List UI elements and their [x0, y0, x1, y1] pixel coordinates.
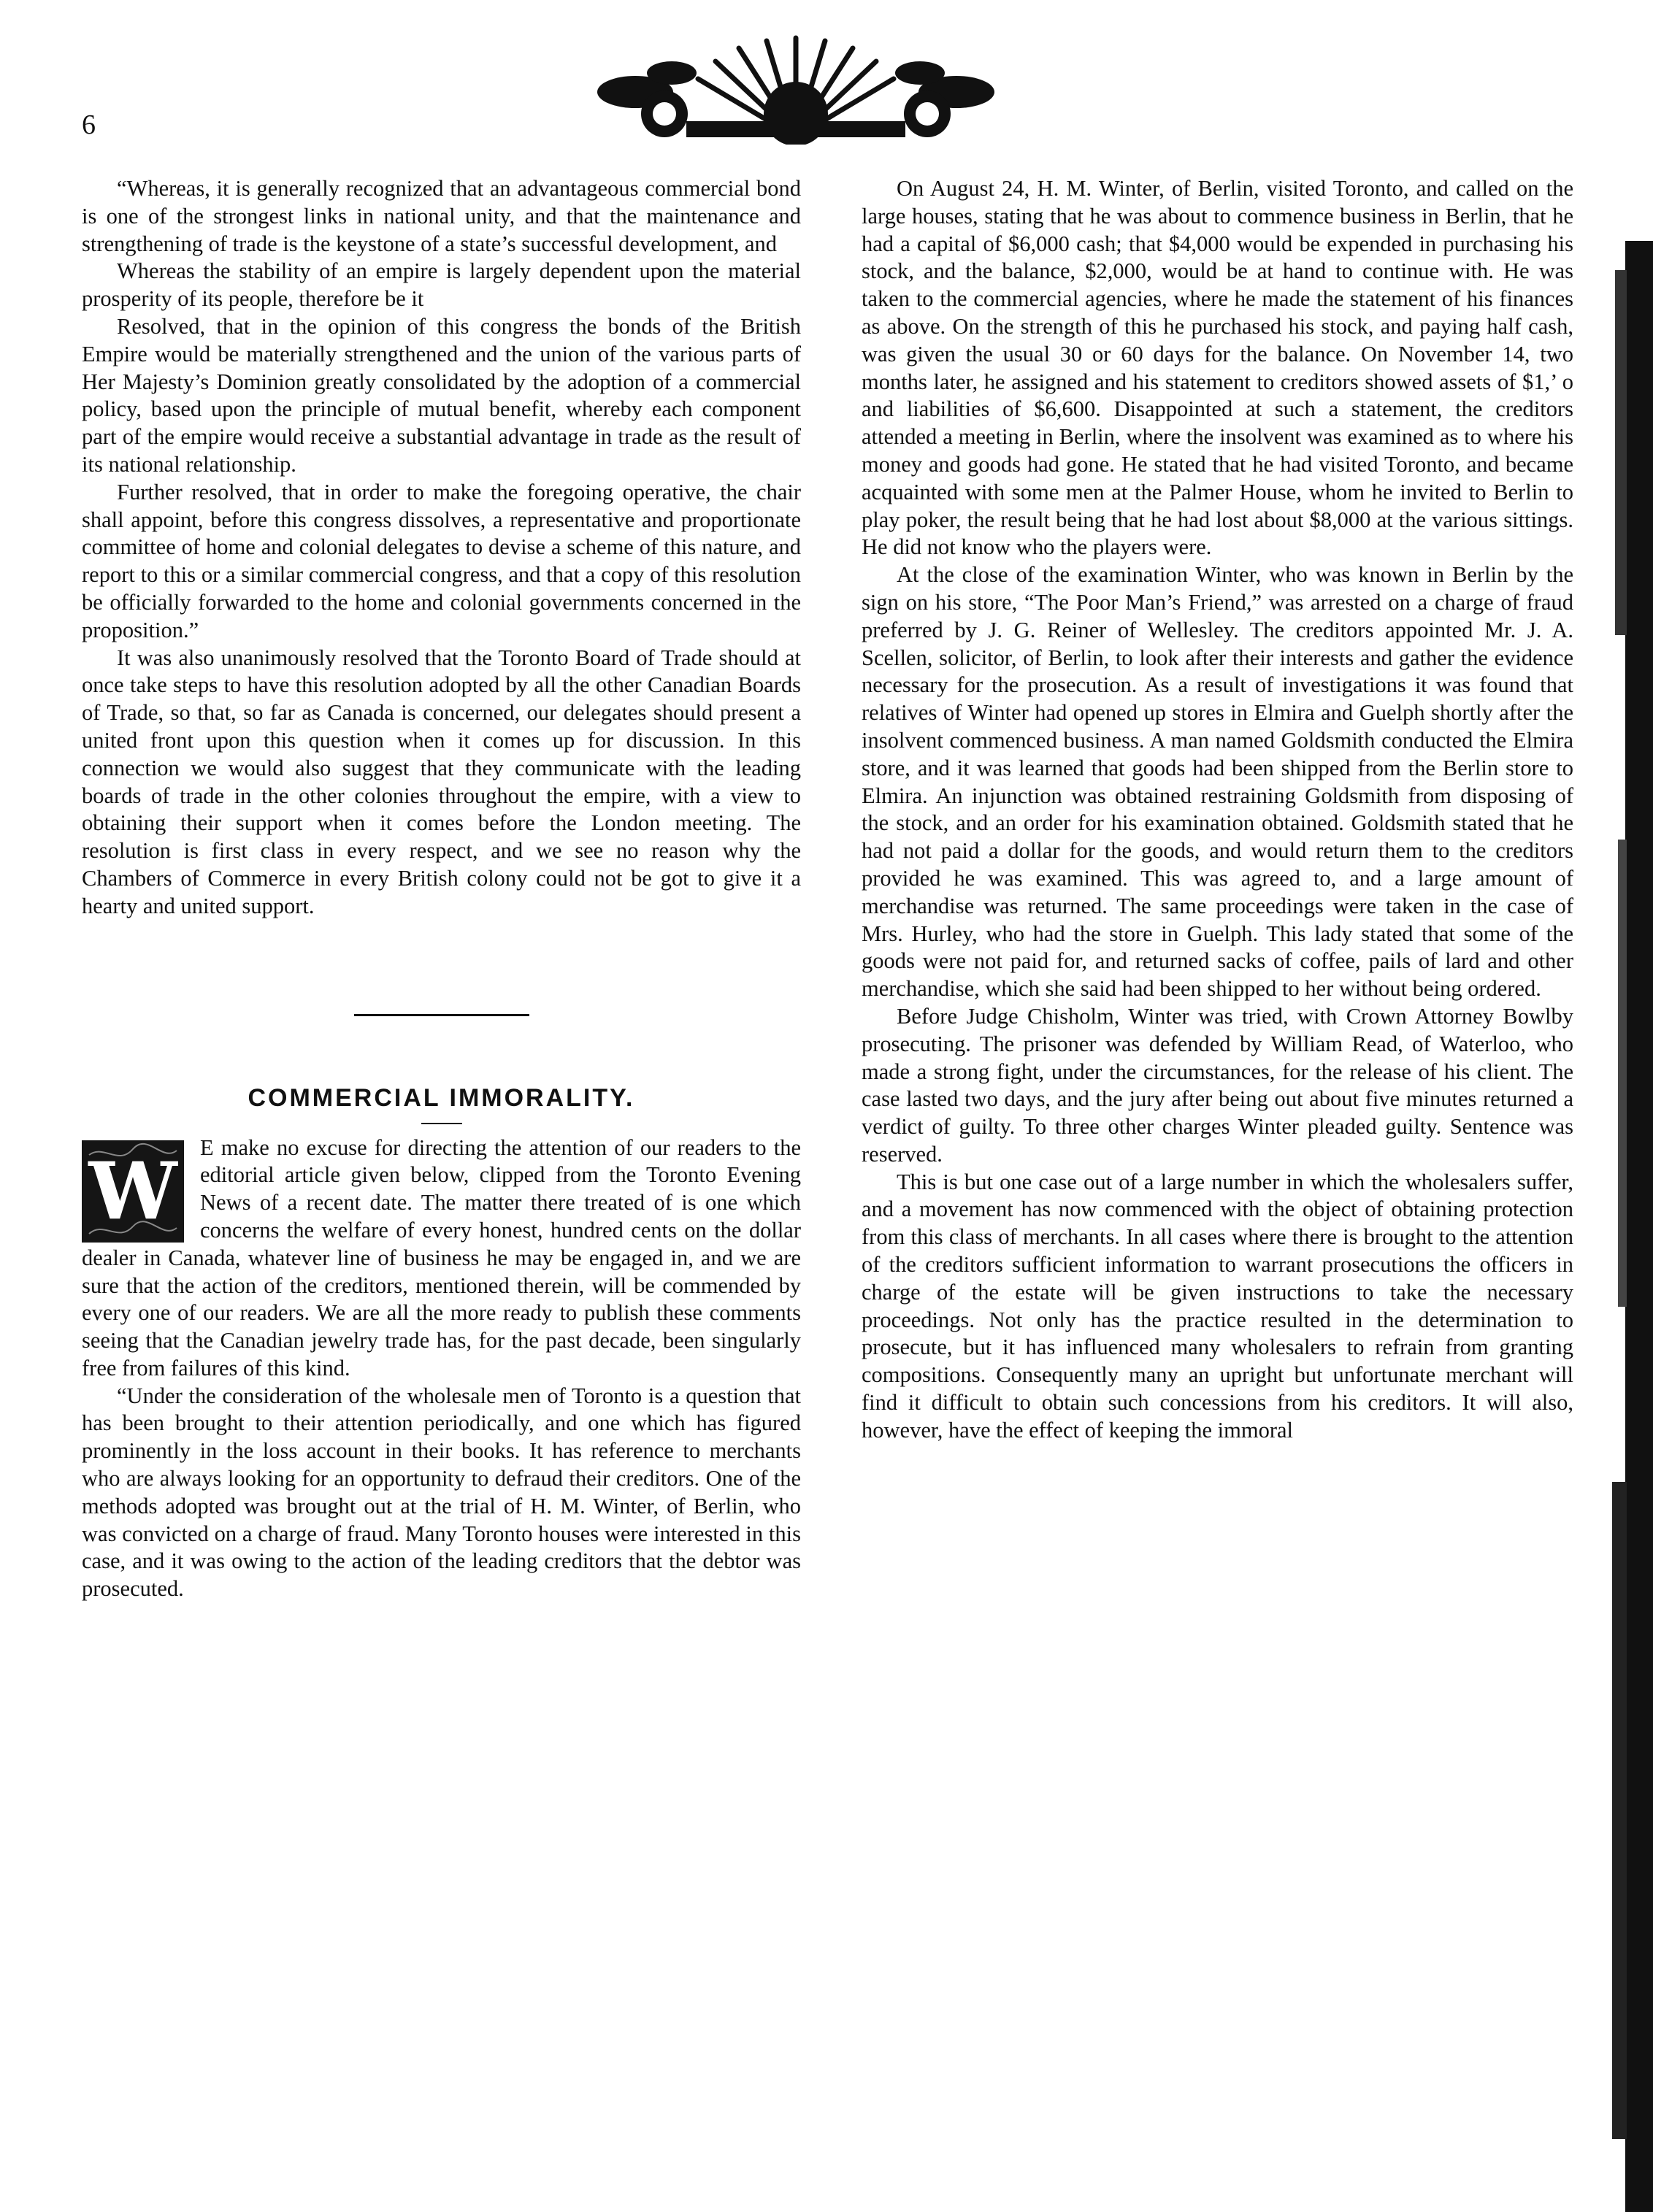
article-first-paragraph-text: E make no excuse for directing the attention of our readers to the editorial article given below, clipped from the Toronto Evening News of a recent date. The matter there treated of is one which concerns the welfare of every honest, hundred cents on the dollar dealer in Canada, whatever line of business he may be engaged in, and we are sure that the action of the creditors, mentioned therein, will be commended by every one of our readers. We are all the more ready to publish these comments seeing that the Canadian jewelry trade has, for the past decade, been singularly free from failures of this kind. [82, 1134, 801, 1380]
left-column [82, 175, 801, 1603]
body-paragraph: Before Judge Chisholm, Winter was tried, with Crown Attorney Bowlby prosecuting. The prisoner was defended by William Read, of Waterloo, who made a strong fight, under the circumstances, for the release of his client. The case lasted two days, and the jury after being out about five minutes returned a verdict of guilty. To three other charges Winter pleaded guilty. Sentence was reserved. [862, 1003, 1573, 1167]
masthead-ornament [591, 28, 1000, 145]
body-paragraph: It was also unanimously resolved that the Toronto Board of Trade should at once take steps to have this resolution adopted by all the other Canadian Boards of Trade, so that, so far as Canada is concerned, our delegates should present a united front upon this question when it comes up for discussion. In this connection we would also suggest that they communicate with the leading boards of trade in the other colonies throughout the empire, with a view to obtaining their support when it comes before the London meeting. The resolution is first class in every respect, and we see no reason why the Chambers of Commerce in every British colony could not be got to give it a hearty and united support. [82, 645, 801, 918]
scan-edge-shadow [1609, 241, 1653, 2212]
article-second-paragraph: “Under the consideration of the wholesale men of Toronto is a question that has been brought to their attention periodically, and one which has figured prominently in the loss account in their books. It has reference to merchants who are always looking for an opportunity to defraud their creditors. One of the methods adopted was brought out at the trial of H. M. Winter, of Berlin, who was convicted on a charge of fraud. Many Toronto houses were interested in this case, and it was owing to the action of the leading creditors that the debtor was prosecuted. [82, 1383, 801, 1602]
resolution-paragraph: Further resolved, that in order to make the foregoing operative, the chair shall appoint, before this congress dissolves, a representative and proportionate committee of home and colonial delegates to devise a scheme of this nature, and report to this or a similar commercial congress, and that a copy of this resolution be officially forwarded to the home and colonial governments concerned in the proposition.” [82, 479, 801, 642]
page-number: 6 [82, 110, 96, 140]
article-headline: COMMERCIAL IMMORALITY. [248, 1083, 635, 1112]
body-paragraph: On August 24, H. M. Winter, of Berlin, visited Toronto, and called on the large houses, stating that he was about to commence business in Berlin, that he had a capital of $6,000 cash; that $4,000 would be expended in purchasing his stock, and the balance, $2,000, would be at hand to continue with. He was taken to the commercial agencies, where he made the statement of his finances as above. On the strength of this he purchased his stock, and paying half cash, was given the usual 30 or 60 days for the balance. On November 14, two months later, he assigned and his statement to creditors showed assets of $1,’ o and liabilities of $6,600. Disappointed at such a statement, the creditors attended a meeting in Berlin, where the insolvent was examined as to where his money and goods had gone. He stated that he had visited Toronto, and became acquainted with some men at the Palmer House, whom he invited to Berlin to play poker, the result being that he had lost about $8,000 at the various sittings. He did not know who the players were. [862, 176, 1573, 560]
drop-cap-letter: W [88, 1145, 177, 1237]
section-divider [354, 1014, 529, 1016]
drop-cap [82, 1140, 184, 1243]
body-paragraph: This is but one case out of a large number in which the wholesalers suffer, and a movement has now commenced with the object of obtaining protection from this class of merchants. In all cases where there is brought to the attention of the creditors sufficient information to warrant prosecutions the officers in charge of the estate will be given instructions to take the necessary proceedings. Not only has the practice resulted in the determination to prosecute, but it has influenced many wholesalers to refrain from granting compositions. Consequently many an upright but unfortunate merchant will find it difficult to obtain such concessions from his creditors. It will also, however, have the effect of keeping the immoral [862, 1169, 1573, 1443]
headline-rule [421, 1123, 462, 1124]
resolution-paragraph: Resolved, that in the opinion of this congress the bonds of the British Empire would be materially strengthened and the union of the various parts of Her Majesty’s Dominion greatly consolidated by the adoption of a commercial policy, based upon the principle of mutual benefit, whereby each component part of the empire would receive a substantial advantage in trade as the result of its national relationship. [82, 313, 801, 477]
body-paragraph: At the close of the examination Winter, who was known in Berlin by the sign on his store, “The Poor Man’s Friend,” was arrested on a charge of fraud preferred by J. G. Reiner of Wellesley. The creditors appointed Mr. J. A. Scellen, solicitor, of Berlin, to look after their interests and gather the evidence necessary for the prosecution. As a result of investigations it was found that relatives of Winter had opened up stores in Elmira and Guelph shortly after the insolvent commenced business. A man named Goldsmith conducted the Elmira store, and it was learned that goods had been shipped from the Berlin store to Elmira. An injunction was obtained restraining Goldsmith from disposing of the stock, and an order for his examination obtained. Goldsmith stated that he had not paid a dollar for the goods, and would return them to the creditors provided he was examined. This was agreed to, and a large amount of merchandise was returned. The same proceedings were taken in the case of Mrs. Hurley, who had the store in Guelph. This lady stated that some of the goods were not paid for, and returned sacks of coffee, pails of lard and other merchandise, which she said had been shipped to her without being ordered. [862, 562, 1573, 1002]
resolution-paragraph: “Whereas, it is generally recognized that an advantageous commercial bond is one of the strongest links in national unity, and that the maintenance and strengthening of trade is the keystone of a state’s successful development, and [82, 176, 801, 256]
resolution-paragraph: Whereas the stability of an empire is largely dependent upon the material prosperity of its people, therefore be it [82, 258, 801, 312]
article-first-paragraph [82, 1134, 801, 1383]
right-column [862, 175, 1573, 1445]
